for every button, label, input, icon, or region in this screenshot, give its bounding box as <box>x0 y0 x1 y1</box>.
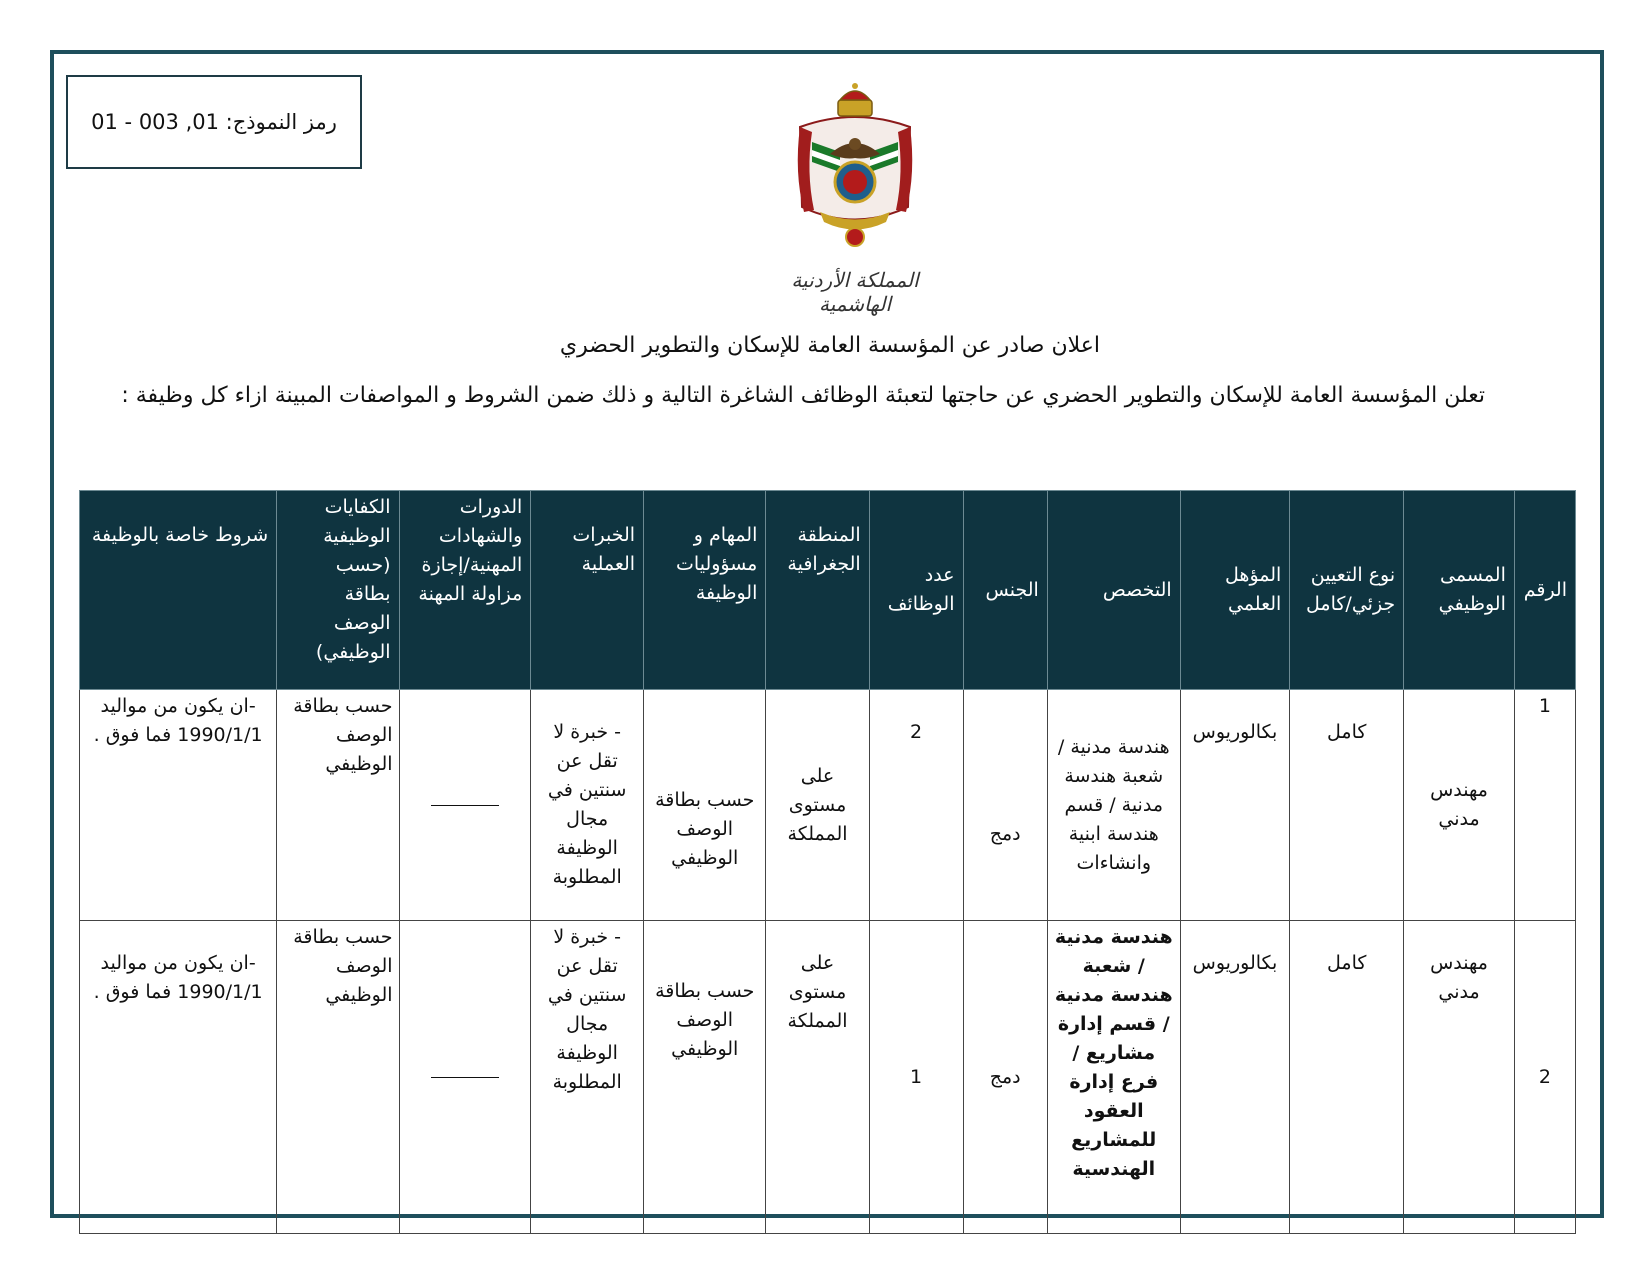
table-row <box>80 921 1576 1234</box>
header-title: المسمى الوظيفي <box>1404 491 1515 690</box>
cell-title: مهندس مدني <box>1404 690 1515 921</box>
cell-gender: دمج <box>963 921 1047 1234</box>
table-row <box>80 690 1576 921</box>
cell-appointment-type: كامل <box>1290 690 1404 921</box>
cell-courses <box>399 921 531 1234</box>
coat-of-arms-emblem <box>790 82 920 252</box>
header-conditions: شروط خاصة بالوظيفة <box>80 491 277 690</box>
cell-specialization: هندسة مدنية / شعبة هندسة مدنية / قسم إدارة مشاريع / فرع إدارة العقود للمشاريع الهندسية <box>1047 921 1180 1234</box>
header-region: المنطقة الجغرافية <box>766 491 869 690</box>
header-competencies: الكفايات الوظيفية (حسب بطاقة الوصف الوظيفي) <box>277 491 399 690</box>
header-courses: الدورات والشهادات المهنية/إجازة مزاولة المهنة <box>399 491 531 690</box>
cell-courses <box>399 690 531 921</box>
header-appointment-type: نوع التعيين جزئي/كامل <box>1290 491 1404 690</box>
header-count: عدد الوظائف <box>869 491 963 690</box>
vacancies-table <box>79 490 1576 1234</box>
header-qualification: المؤهل العلمي <box>1180 491 1290 690</box>
cell-specialization: هندسة مدنية / شعبة هندسة مدنية / قسم هندسة ابنية وانشاءات <box>1047 690 1180 921</box>
cell-region: على مستوى المملكة <box>766 690 869 921</box>
table-header-row <box>80 491 1576 690</box>
cell-conditions: -ان يكون من مواليد 1990/1/1 فما فوق . <box>80 690 277 921</box>
cell-qualification: بكالوريوس <box>1180 690 1290 921</box>
form-code-box <box>66 75 362 169</box>
header-gender: الجنس <box>963 491 1047 690</box>
cell-qualification: بكالوريوس <box>1180 921 1290 1234</box>
cell-num: 2 <box>1514 921 1575 1234</box>
kingdom-name-calligraphy: المملكة الأردنية الهاشمية <box>791 268 919 316</box>
cell-num: 1 <box>1514 690 1575 921</box>
cell-duties: حسب بطاقة الوصف الوظيفي <box>644 690 766 921</box>
empty-dash <box>431 1077 499 1078</box>
cell-experience: - خبرة لا تقل عن سنتين في مجال الوظيفة المطلوبة <box>531 921 644 1234</box>
announcement-title: اعلان صادر عن المؤسسة العامة للإسكان والتطوير الحضري <box>559 333 1100 358</box>
cell-count: 2 <box>869 690 963 921</box>
cell-experience: - خبرة لا تقل عن سنتين في مجال الوظيفة المطلوبة <box>531 690 644 921</box>
announcement-text: تعلن المؤسسة العامة للإسكان والتطوير الحضري عن حاجتها لتعبئة الوظائف الشاغرة التالية و ذلك ضمن الشروط و المواصفات المبينة ازاء كل وظيفة : <box>121 383 1485 408</box>
cell-title: مهندس مدني <box>1404 921 1515 1234</box>
empty-dash <box>431 805 499 806</box>
cell-region: على مستوى المملكة <box>766 921 869 1234</box>
header-num: الرقم <box>1514 491 1575 690</box>
cell-duties: حسب بطاقة الوصف الوظيفي <box>644 921 766 1234</box>
header-duties: المهام و مسؤوليات الوظيفة <box>644 491 766 690</box>
cell-competencies: حسب بطاقة الوصف الوظيفي <box>277 921 399 1234</box>
cell-competencies: حسب بطاقة الوصف الوظيفي <box>277 690 399 921</box>
cell-gender: دمج <box>963 690 1047 921</box>
header-experience: الخبرات العملية <box>531 491 644 690</box>
cell-conditions: -ان يكون من مواليد 1990/1/1 فما فوق . <box>80 921 277 1234</box>
form-code: رمز النموذج: 01, 003 - 01 <box>91 110 337 134</box>
header-specialization: التخصص <box>1047 491 1180 690</box>
cell-count: 1 <box>869 921 963 1234</box>
cell-appointment-type: كامل <box>1290 921 1404 1234</box>
